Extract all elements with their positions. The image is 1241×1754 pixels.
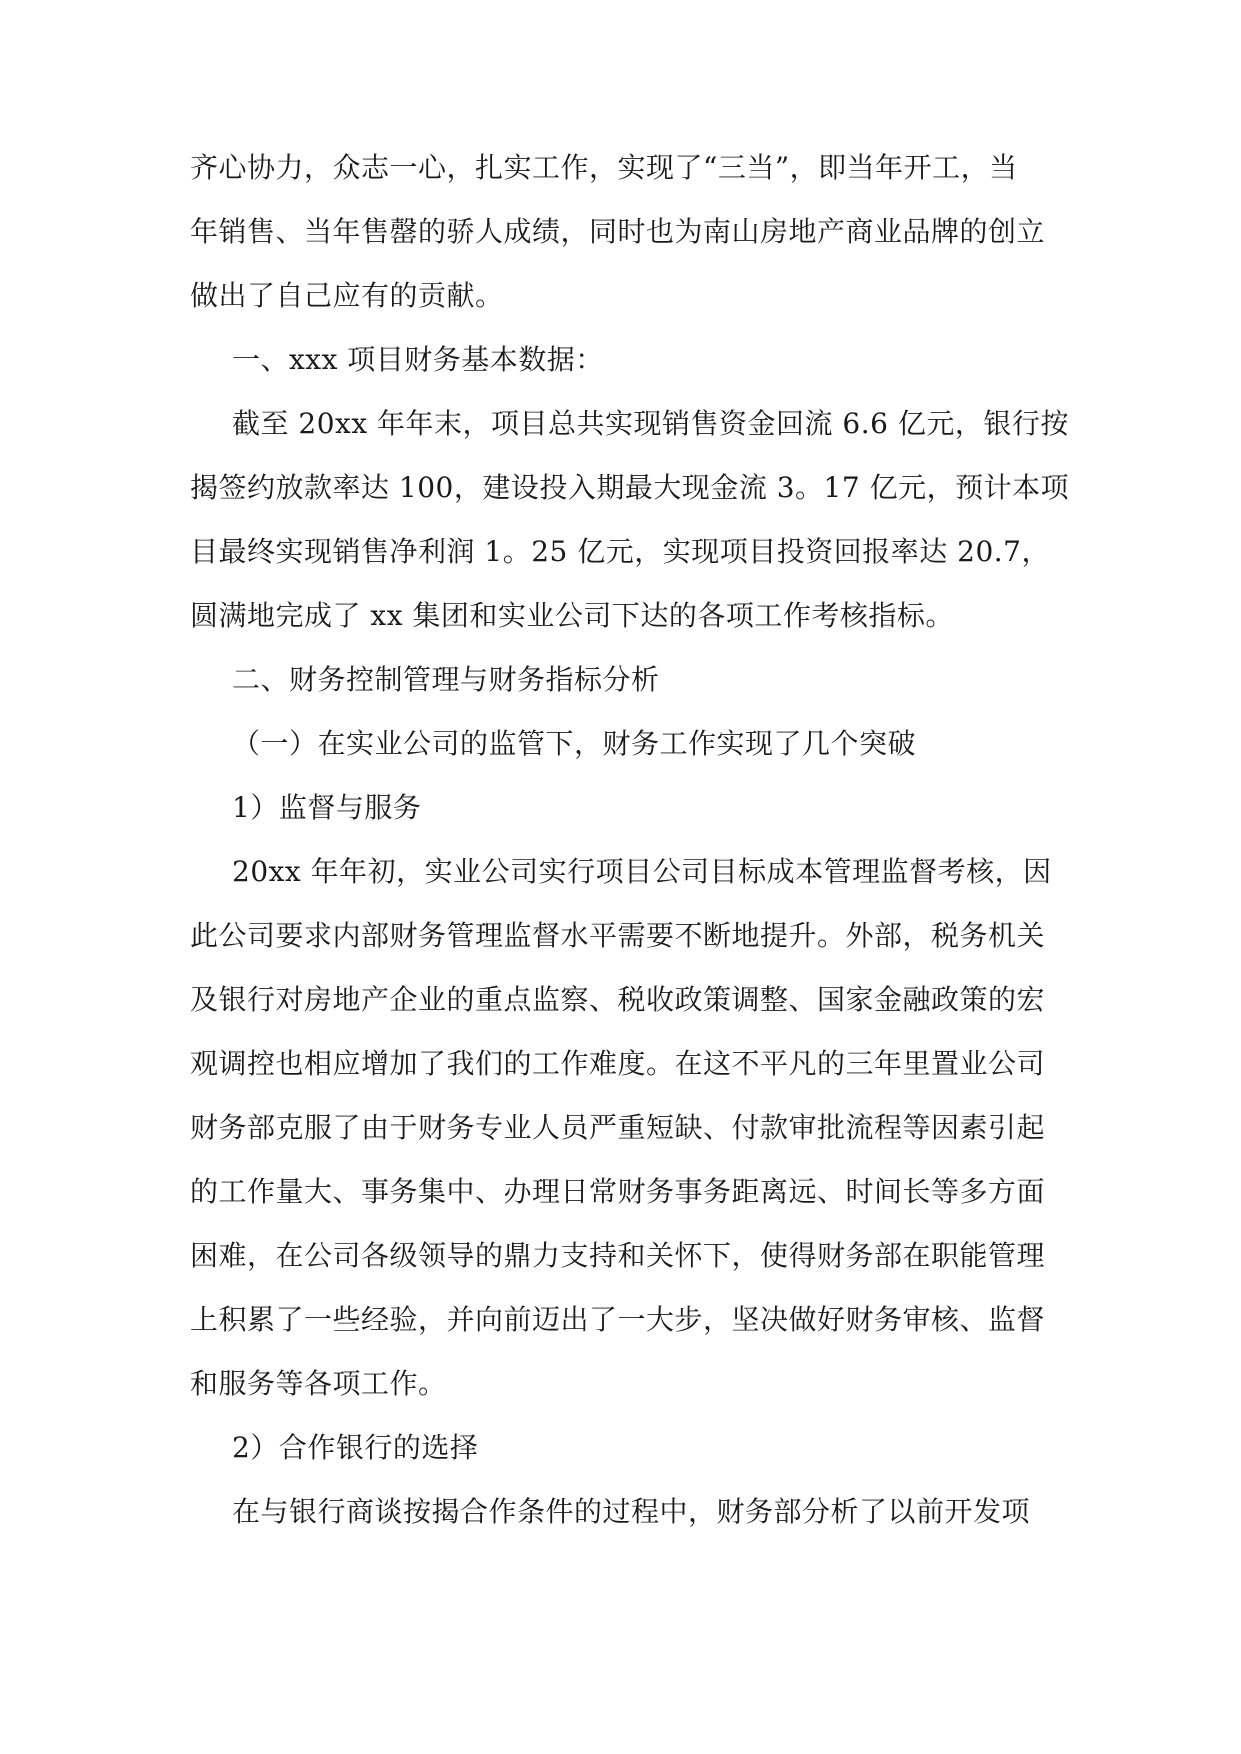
paragraph-line: 及银行对房地产企业的重点监察、税收政策调整、国家金融政策的宏 bbox=[190, 983, 1046, 1016]
paragraph-line: 目最终实现销售净利润 1。25 亿元，实现项目投资回报率达 20.7， bbox=[190, 535, 1050, 568]
subsection-heading: （一）在实业公司的监管下，财务工作实现了几个突破 bbox=[232, 727, 917, 760]
section-heading: 一、xxx 项目财务基本数据： bbox=[232, 343, 604, 376]
paragraph-line: 圆满地完成了 xx 集团和实业公司下达的各项工作考核指标。 bbox=[190, 599, 954, 632]
paragraph-line: 在与银行商谈按揭合作条件的过程中，财务部分析了以前开发项 bbox=[232, 1495, 1031, 1528]
paragraph-line: 揭签约放款率达 100，建设投入期最大现金流 3。17 亿元，预计本项 bbox=[190, 471, 1070, 504]
paragraph-line: 观调控也相应增加了我们的工作难度。在这不平凡的三年里置业公司 bbox=[190, 1047, 1046, 1080]
item-heading: 1）监督与服务 bbox=[232, 791, 422, 824]
paragraph-line: 的工作量大、事务集中、办理日常财务事务距离远、时间长等多方面 bbox=[190, 1175, 1046, 1208]
paragraph-line: 困难，在公司各级领导的鼎力支持和关怀下，使得财务部在职能管理 bbox=[190, 1239, 1046, 1272]
paragraph-line: 此公司要求内部财务管理监督水平需要不断地提升。外部，税务机关 bbox=[190, 919, 1046, 952]
section-heading: 二、财务控制管理与财务指标分析 bbox=[232, 663, 660, 696]
paragraph-line: 和服务等各项工作。 bbox=[190, 1367, 447, 1400]
paragraph-line: 齐心协力，众志一心，扎实工作，实现了“三当”，即当年开工，当 bbox=[190, 151, 1018, 184]
paragraph-line: 年销售、当年售罄的骄人成绩，同时也为南山房地产商业品牌的创立 bbox=[190, 215, 1046, 248]
paragraph-line: 财务部克服了由于财务专业人员严重短缺、付款审批流程等因素引起 bbox=[190, 1111, 1046, 1144]
paragraph-line: 上积累了一些经验，并向前迈出了一大步，坚决做好财务审核、监督 bbox=[190, 1303, 1046, 1336]
item-heading: 2）合作银行的选择 bbox=[232, 1431, 479, 1464]
paragraph-line: 截至 20xx 年年末，项目总共实现销售资金回流 6.6 亿元，银行按 bbox=[232, 407, 1069, 440]
paragraph-line: 做出了自己应有的贡献。 bbox=[190, 279, 504, 312]
paragraph-line: 20xx 年年初，实业公司实行项目公司目标成本管理监督考核，因 bbox=[232, 855, 1052, 888]
